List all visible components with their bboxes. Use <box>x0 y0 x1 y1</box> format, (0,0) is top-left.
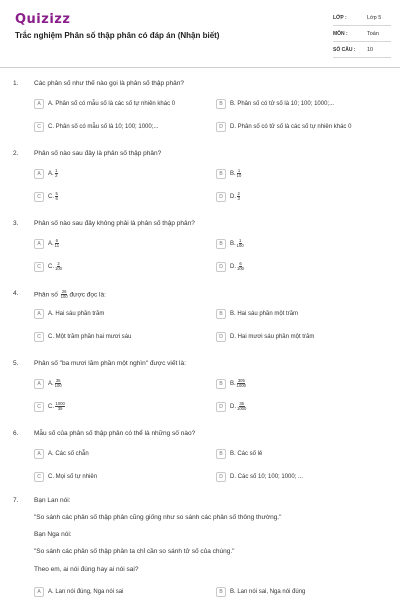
option-c[interactable] <box>34 401 65 412</box>
option-a[interactable] <box>34 308 104 319</box>
fraction-numerator: 6 <box>239 260 242 266</box>
fraction-numerator: 35 <box>55 377 61 383</box>
option-letter-box: D <box>216 332 226 342</box>
option-fraction <box>237 192 240 202</box>
option-letter-box: A <box>34 239 44 249</box>
option-text: A. Lan nói đúng, Nga nói sai <box>48 588 124 595</box>
fraction-denominator: 6 <box>55 196 58 201</box>
option-b[interactable] <box>216 168 241 179</box>
fraction-numerator: 1 <box>55 167 58 173</box>
option-text: B. <box>230 170 236 177</box>
option-letter-box: A <box>34 449 44 459</box>
option-b[interactable] <box>216 448 262 459</box>
option-text: D. <box>230 403 236 410</box>
option-letter-box: A <box>34 99 44 109</box>
option-fraction <box>237 169 242 179</box>
option-c[interactable] <box>34 471 97 482</box>
option-letter-box: C <box>34 192 44 202</box>
option-text: A. <box>48 380 54 387</box>
option-letter-box: C <box>34 332 44 342</box>
fraction-numerator: 1 <box>239 237 242 243</box>
option-letter-box: D <box>216 402 226 412</box>
fraction-numerator: 1000 <box>55 400 65 406</box>
option-letter-box: B <box>216 169 226 179</box>
question-number: 5. <box>13 360 19 367</box>
option-a[interactable] <box>34 378 62 389</box>
fraction-denominator: 35 <box>57 406 63 411</box>
option-text: D. Hai mươi sáu phần một trăm <box>230 333 315 340</box>
quizizz-logo: Quizizz <box>15 12 71 27</box>
option-text: B. Lan nói sai, Nga nói đúng <box>230 588 306 595</box>
fraction-numerator: 6 <box>55 237 59 243</box>
question-number: 6. <box>13 430 19 437</box>
question-text-before: Phân số <box>34 291 58 299</box>
option-text: C. <box>48 263 54 270</box>
question-text: Phân số nào sau đây là phân số thập phân? <box>34 150 162 157</box>
fraction-denominator: 1000 <box>237 406 247 411</box>
option-fraction <box>237 262 244 272</box>
option-letter-box: C <box>34 262 44 272</box>
option-b[interactable] <box>216 308 298 319</box>
fraction-denominator: 11 <box>54 243 60 248</box>
option-letter-box: B <box>216 379 226 389</box>
option-b[interactable] <box>216 98 334 109</box>
option-c[interactable] <box>34 261 62 272</box>
question-text: Các phân số như thế nào gọi là phân số thập phân? <box>34 80 184 87</box>
meta-divider <box>333 41 391 42</box>
fraction-numerator: 2 <box>57 260 60 266</box>
option-letter-box: A <box>34 587 44 597</box>
question-line: "So sánh các phân số thập phân cũng giống như so sánh các phân số thông thường." <box>34 514 282 521</box>
option-text: B. Hai sáu phần một trăm <box>230 310 299 317</box>
option-text: B. <box>230 380 236 387</box>
fraction-numerator: 1 <box>237 167 241 173</box>
option-letter-box: D <box>216 192 226 202</box>
question-text: Phân số "ba mươi lăm phần một nghìn" được viết là: <box>34 360 186 367</box>
question-number: 3. <box>13 220 19 227</box>
question-line: Bạn Lan nói: <box>34 497 71 504</box>
option-text: D. <box>230 263 236 270</box>
option-a[interactable] <box>34 98 175 109</box>
option-fraction <box>55 192 58 202</box>
option-letter-box: B <box>216 99 226 109</box>
count-value: 10 <box>367 47 374 53</box>
question-number: 1. <box>13 80 19 87</box>
option-fraction <box>237 379 246 389</box>
option-text: D. Phân số có tử số là các số tự nhiên khác 0 <box>230 123 352 130</box>
option-text: C. <box>48 193 54 200</box>
option-b[interactable] <box>216 586 305 597</box>
question-text: Phân số nào sau đây không phải là phân số thập phân? <box>34 220 195 227</box>
option-d[interactable] <box>216 471 303 482</box>
option-letter-box: C <box>34 472 44 482</box>
option-letter-box: D <box>216 122 226 132</box>
question-number: 2. <box>13 150 19 157</box>
class-label: LỚP : <box>333 15 347 21</box>
option-text: B. <box>230 240 236 247</box>
count-label: SỐ CÂU : <box>333 47 356 53</box>
option-text: A. Hai sáu phần trăm <box>48 310 105 317</box>
option-letter-box: C <box>34 402 44 412</box>
fraction-denominator: 100 <box>60 294 68 300</box>
option-d[interactable] <box>216 331 314 342</box>
option-b[interactable] <box>216 378 246 389</box>
option-c[interactable] <box>34 191 58 202</box>
option-b[interactable] <box>216 238 244 249</box>
option-fraction <box>55 239 59 249</box>
fraction-denominator: 100 <box>55 266 62 271</box>
option-d[interactable] <box>216 191 240 202</box>
option-text: D. Các số 10; 100; 1000; ... <box>230 473 304 480</box>
option-fraction <box>55 402 65 412</box>
option-letter-box: D <box>216 472 226 482</box>
option-letter-box: A <box>34 309 44 319</box>
question-text-after: được đọc là: <box>69 291 106 299</box>
question-number: 4. <box>13 290 19 297</box>
question-number: 7. <box>13 497 19 504</box>
option-letter-box: D <box>216 262 226 272</box>
option-text: A. Các số chẵn <box>48 450 89 457</box>
option-fraction <box>55 262 62 272</box>
fraction-denominator: 100 <box>236 243 244 248</box>
option-c[interactable] <box>34 121 158 132</box>
option-letter-box: B <box>216 449 226 459</box>
option-fraction <box>55 169 58 179</box>
question-text: Mẫu số của phân số thập phân có thể là những số nào? <box>34 430 196 437</box>
option-text: B. Phân số có tử số là 10; 100; 1000;... <box>230 100 335 107</box>
fraction-denominator: 100 <box>237 266 244 271</box>
option-text: C. Mọi số tự nhiên <box>48 473 98 480</box>
option-d[interactable] <box>216 401 246 412</box>
subject-value: Toán <box>367 31 379 37</box>
option-text: C. Phân số có mẫu số là 10; 100; 1000;... <box>48 123 159 130</box>
meta-divider <box>333 25 391 26</box>
option-d[interactable] <box>216 121 351 132</box>
option-a[interactable] <box>34 586 123 597</box>
option-a[interactable] <box>34 168 58 179</box>
option-text: C. Một trăm phần hai mươi sáu <box>48 333 132 340</box>
meta-divider <box>333 57 391 58</box>
question-fraction <box>61 290 68 300</box>
option-fraction <box>55 379 62 389</box>
fraction-denominator: 10 <box>236 173 242 178</box>
worksheet-header <box>0 0 400 68</box>
fraction-numerator: 5 <box>55 190 58 196</box>
option-c[interactable] <box>34 331 131 342</box>
question-line: "So sánh các phân số thập phân ta chỉ cần so sánh tử số của chúng." <box>34 548 235 555</box>
option-fraction <box>237 402 246 412</box>
subject-label: MÔN : <box>333 31 348 37</box>
option-text: D. <box>230 193 236 200</box>
option-text: A. <box>48 240 54 247</box>
question-line: Theo em, ai nói đúng hay ai nói sai? <box>34 566 139 573</box>
fraction-denominator: 2 <box>55 173 58 178</box>
fraction-numerator: 2 <box>237 190 240 196</box>
option-letter-box: C <box>34 122 44 132</box>
class-value: Lớp 5 <box>367 15 382 21</box>
option-fraction <box>237 239 244 249</box>
fraction-numerator: 35 <box>239 400 244 406</box>
fraction-denominator: 1000 <box>236 383 246 388</box>
fraction-denominator: 100 <box>54 383 62 388</box>
option-letter-box: A <box>34 379 44 389</box>
option-letter-box: B <box>216 309 226 319</box>
fraction-denominator: 3 <box>237 196 240 201</box>
option-d[interactable] <box>216 261 244 272</box>
option-text: B. Các số lẻ <box>230 450 263 457</box>
option-text: A. Phân số có mẫu số là các số tự nhiên khác 0 <box>48 100 176 107</box>
question-line: Bạn Nga nói: <box>34 531 72 538</box>
option-a[interactable] <box>34 238 59 249</box>
option-a[interactable] <box>34 448 89 459</box>
fraction-numerator: 305 <box>237 377 245 383</box>
worksheet-title: Trắc nghiệm Phân số thập phân có đáp án (Nhận biết) <box>15 31 220 40</box>
option-text: A. <box>48 170 54 177</box>
option-letter-box: A <box>34 169 44 179</box>
question-text <box>34 290 106 300</box>
option-text: C. <box>48 403 54 410</box>
option-letter-box: B <box>216 587 226 597</box>
option-letter-box: B <box>216 239 226 249</box>
fraction-numerator: 26 <box>61 289 67 294</box>
